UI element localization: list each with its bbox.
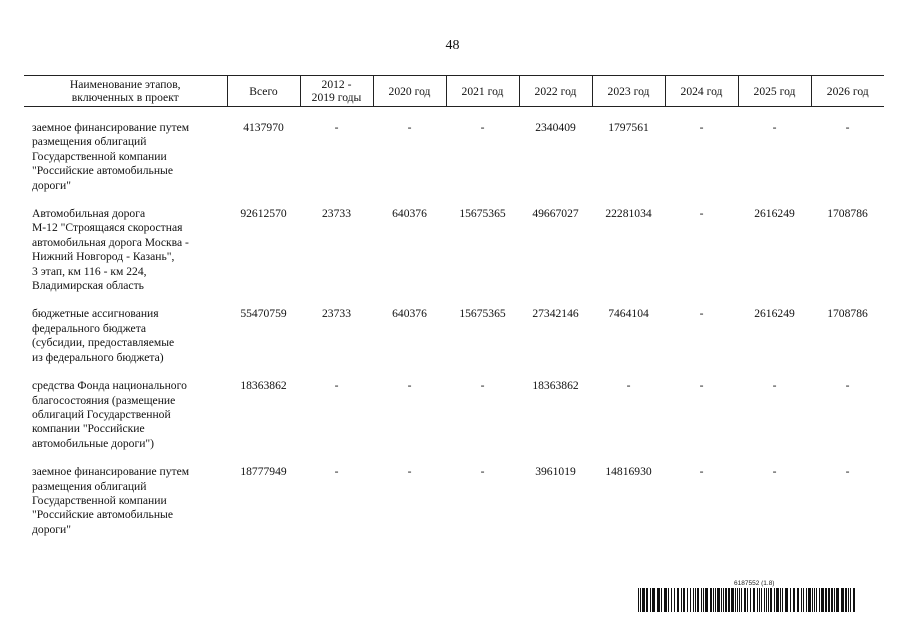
row-name: бюджетные ассигнования федерального бюджета (субсидии, предоставляемые из федерального бюджета) [32,307,175,364]
cell-2024: - [699,307,704,321]
cell-2024: - [699,465,704,479]
cell-2020: 640376 [392,207,427,221]
cell-2021: 15675365 [459,307,506,321]
cell-2022: 27342146 [532,307,579,321]
cell-2026: - [845,121,850,134]
cell-2025: 2616249 [754,207,795,221]
cell-2012-2019: 23733 [322,307,351,321]
cell-total: 92612570 [240,207,287,221]
header-2021: 2021 год [446,76,519,107]
table-row [24,465,884,537]
cell-2023: 14816930 [605,465,652,479]
cell-2022: 3961019 [535,465,576,479]
cell-2022: 49667027 [532,207,579,221]
header-2023: 2023 год [592,76,665,107]
header-2022: 2022 год [519,76,592,107]
cell-2020: - [407,121,412,134]
cell-2023: - [626,379,631,393]
cell-2020: 640376 [392,307,427,321]
table-row [24,121,884,193]
barcode [638,580,856,612]
cell-2020: - [407,379,412,393]
cell-total: 18777949 [240,465,287,479]
funding-table [24,75,884,537]
cell-total: 4137970 [243,121,284,134]
header-2012-2019: 2012 - 2019 годы [300,76,373,107]
row-name: заемное финансирование путем размещения облигаций Государственной компании "Российские автомобильные дороги" [32,121,190,192]
table-row [24,379,884,451]
cell-2020: - [407,465,412,479]
table-row [24,307,884,365]
cell-2025: - [772,121,777,134]
barcode-image [638,588,856,612]
cell-2026: - [845,465,850,479]
cell-2025: 2616249 [754,307,795,321]
header-total: Всего [227,76,300,107]
cell-2021: - [480,465,485,479]
header-2026: 2026 год [811,76,884,107]
cell-2021: 15675365 [459,207,506,221]
cell-2023: 7464104 [608,307,649,321]
cell-2023: 22281034 [605,207,652,221]
cell-2012-2019: 23733 [322,207,351,221]
cell-2026: 1708786 [827,307,868,321]
cell-total: 55470759 [240,307,287,321]
cell-2021: - [480,379,485,393]
table-row [24,207,884,293]
table-header-row [24,76,884,107]
cell-2024: - [699,379,704,393]
cell-2026: 1708786 [827,207,868,221]
cell-2025: - [772,379,777,393]
row-name: Автомобильная дорога М-12 "Строящаяся скоростная автомобильная дорога Москва - Нижний Новгород - Казань", 3 этап, км 116 - км 224, Владимирская область [32,207,189,293]
header-2025: 2025 год [738,76,811,107]
cell-2024: - [699,121,704,134]
page-number: 48 [445,38,460,53]
row-name: средства Фонда национального благосостояния (размещение облигаций Государственной компании "Российские автомобильные дороги") [32,379,187,450]
cell-2026: - [845,379,850,393]
header-2024: 2024 год [665,76,738,107]
header-stage-name: Наименование этапов, включенных в проект [24,76,227,107]
cell-2025: - [772,465,777,479]
cell-2012-2019: - [334,121,339,134]
header-2020: 2020 год [373,76,446,107]
cell-2023: 1797561 [608,121,649,134]
cell-2024: - [699,207,704,221]
barcode-label: 6187552 (1.8) [734,580,775,587]
cell-2021: - [480,121,485,134]
cell-2012-2019: - [334,465,339,479]
row-name: заемное финансирование путем размещения облигаций Государственной компании "Российские автомобильные дороги" [32,465,190,536]
cell-total: 18363862 [240,379,287,393]
cell-2022: 18363862 [532,379,579,393]
cell-2012-2019: - [334,379,339,393]
cell-2022: 2340409 [535,121,576,134]
